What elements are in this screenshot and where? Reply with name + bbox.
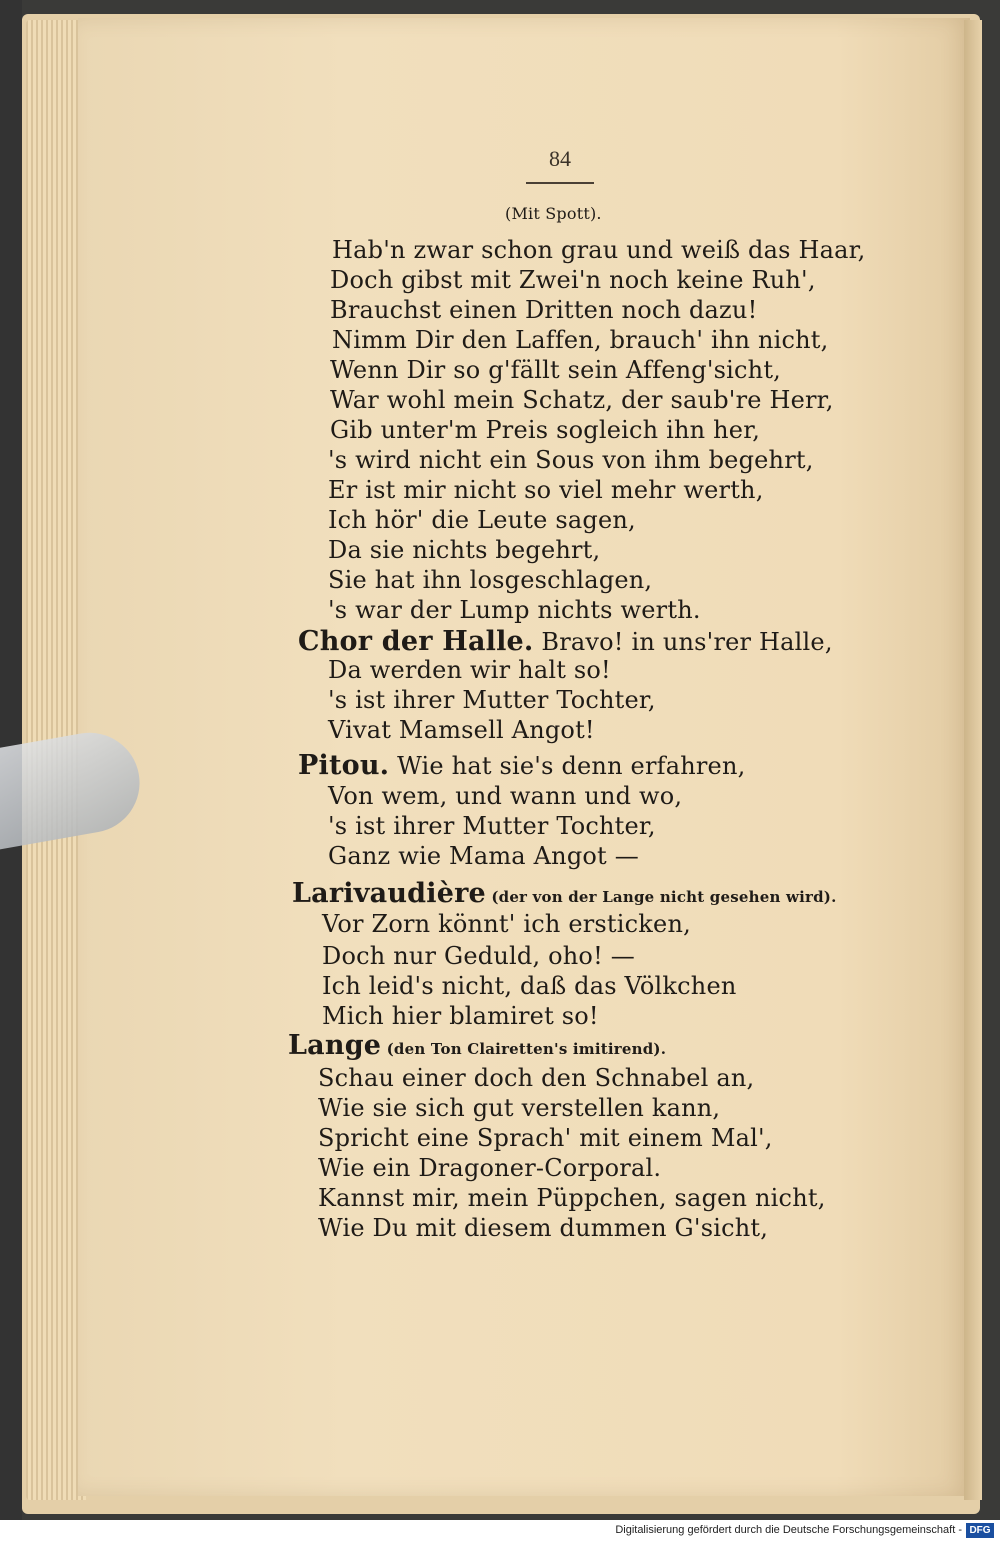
- verse-line: Brauchst einen Dritten noch dazu!: [330, 296, 758, 324]
- verse-line: Ich leid's nicht, daß das Völkchen: [322, 972, 737, 1000]
- stage-direction: (den Ton Clairetten's imitirend).: [381, 1040, 667, 1058]
- verse-line: Hab'n zwar schon grau und weiß das Haar,: [332, 236, 866, 264]
- verse-line: 's ist ihrer Mutter Tochter,: [328, 812, 656, 840]
- verse-line: 's wird nicht ein Sous von ihm begehrt,: [328, 446, 814, 474]
- speaker-name: Larivaudière: [292, 878, 486, 909]
- verse-line: War wohl mein Schatz, der saub're Herr,: [330, 386, 834, 414]
- speaker-name: Lange: [288, 1030, 382, 1061]
- verse-line: Von wem, und wann und wo,: [328, 782, 683, 810]
- verse-line: Wie sie sich gut verstellen kann,: [318, 1094, 721, 1122]
- verse-line: Gib unter'm Preis sogleich ihn her,: [330, 416, 761, 444]
- verse-line: Da sie nichts begehrt,: [328, 536, 601, 564]
- stage-direction: (Mit Spott).: [505, 204, 602, 223]
- verse-line: Doch gibst mit Zwei'n noch keine Ruh',: [330, 266, 816, 294]
- verse-line: Kannst mir, mein Püppchen, sagen nicht,: [318, 1184, 826, 1212]
- book-gutter: [964, 20, 982, 1500]
- verse-line: Vivat Mamsell Angot!: [328, 716, 595, 744]
- speaker-line: [298, 750, 745, 781]
- speaker-line: [298, 626, 833, 657]
- footer-bar: [0, 1520, 1000, 1542]
- verse-line: Da werden wir halt so!: [328, 656, 611, 684]
- speaker-name: Pitou.: [298, 750, 390, 781]
- stage-direction: (der von der Lange nicht gesehen wird).: [485, 888, 837, 906]
- speaker-name: Chor der Halle.: [298, 626, 534, 657]
- dfg-logo: DFG: [966, 1523, 994, 1538]
- footer-credit: Digitalisierung gefördert durch die Deutsche Forschungsgemeinschaft -: [615, 1524, 962, 1536]
- verse-text: Wie hat sie's denn erfahren,: [389, 752, 746, 780]
- verse-line: Ich hör' die Leute sagen,: [328, 506, 636, 534]
- speaker-line: [288, 1030, 666, 1061]
- verse-line: Spricht eine Sprach' mit einem Mal',: [318, 1124, 773, 1152]
- header-rule: [526, 182, 594, 184]
- page-number: 84: [549, 146, 571, 171]
- verse-line: Mich hier blamiret so!: [322, 1002, 599, 1030]
- verse-line: Vor Zorn könnt' ich ersticken,: [322, 910, 691, 938]
- verse-line: Ganz wie Mama Angot —: [328, 842, 639, 870]
- verse-line: 's war der Lump nichts werth.: [328, 596, 701, 624]
- speaker-line: [292, 878, 837, 909]
- verse-line: 's ist ihrer Mutter Tochter,: [328, 686, 656, 714]
- verse-line: Wie ein Dragoner-Corporal.: [318, 1154, 662, 1182]
- verse-line: Sie hat ihn losgeschlagen,: [328, 566, 653, 594]
- verse-line: Nimm Dir den Laffen, brauch' ihn nicht,: [332, 326, 829, 354]
- verse-text: Bravo! in uns'rer Halle,: [533, 628, 833, 656]
- verse-line: Wenn Dir so g'fällt sein Affeng'sicht,: [330, 356, 781, 384]
- verse-line: Schau einer doch den Schnabel an,: [318, 1064, 755, 1092]
- verse-line: Wie Du mit diesem dummen G'sicht,: [318, 1214, 769, 1242]
- verse-line: Er ist mir nicht so viel mehr werth,: [328, 476, 764, 504]
- verse-line: Doch nur Geduld, oho! —: [322, 942, 635, 970]
